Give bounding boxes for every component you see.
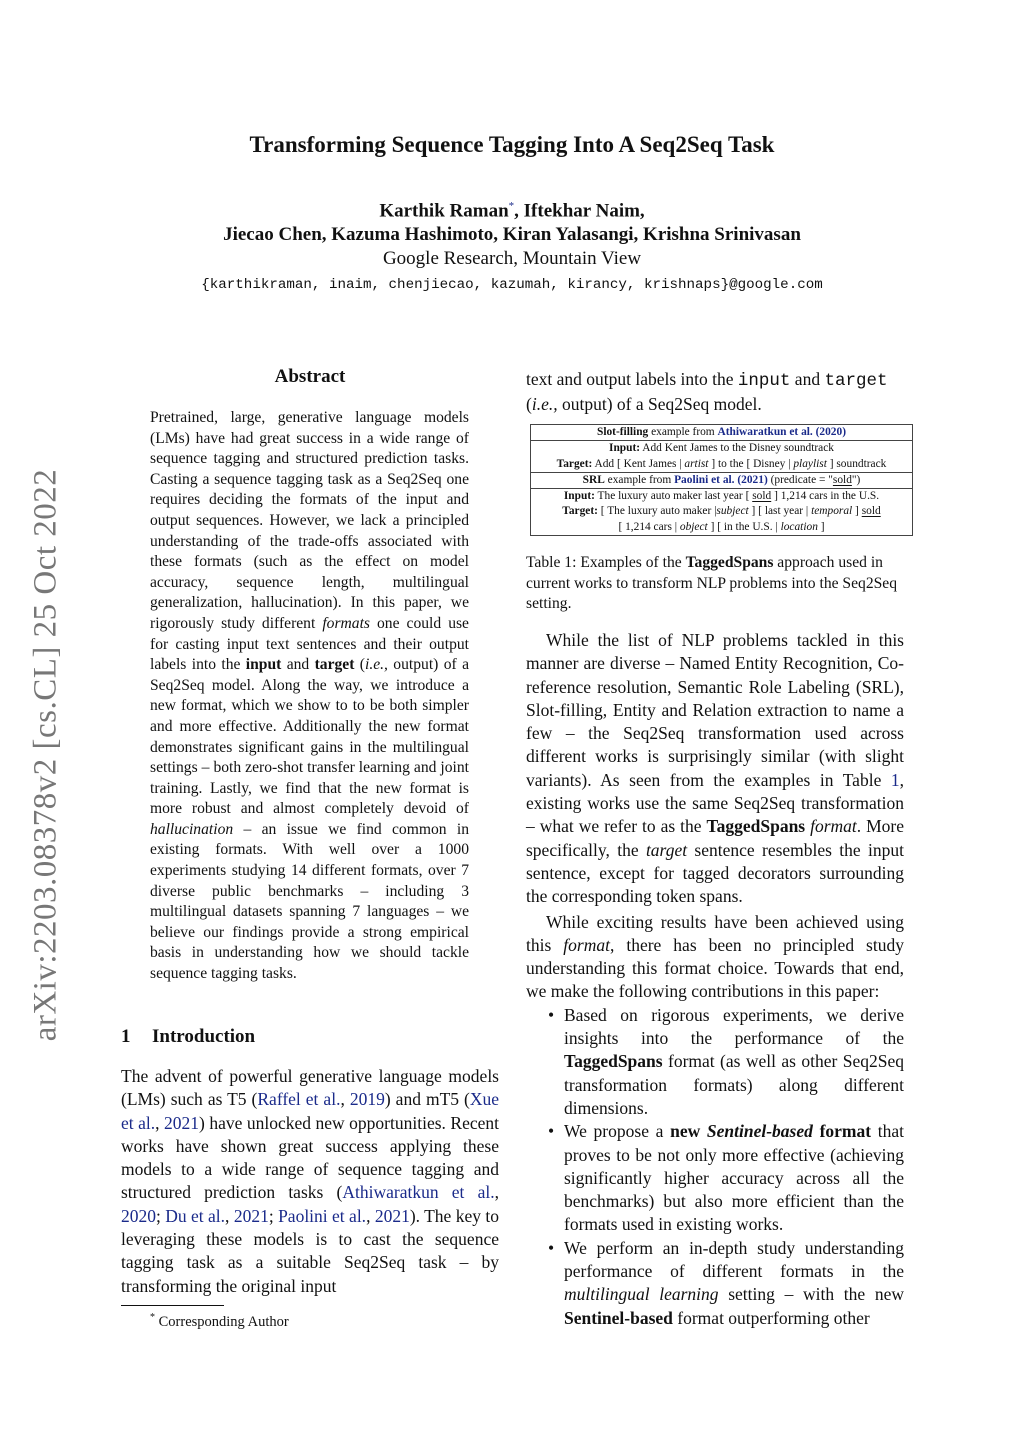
paragraph: While the list of NLP problems tackled in this manner are diverse – Named Entity Recognition, Co-reference resolution, Semantic Role Labeling (SRL), Slot-filling, Entity and Relation extraction to name a few – the Seq2Seq transformation used across different works is surprisingly similar (with slight variants). As seen from the examples in Table 1, existing works use the same Seq2Seq transformation – what we refer to as the TaggedSpans format. More specifically, the target sentence resembles the input sentence, except for tagged decorators surrounding the corresponding token spans. [526, 630, 905, 907]
intro-paragraph: The advent of powerful generative language models (LMs) such as T5 (Raffel et al., 2019) and mT5 (Xue et al., 2021) have unlocked new opportunities. Recent works have shown great success applying these models to a wide range of sequence tagging and structured prediction tasks (Athiwaratkun et al., 2020; Du et al., 2021; Paolini et al., 2021). The key to leveraging these models is to cast the sequence tagging task as a suitable Seq2Seq task – by transforming the original input [121, 1066, 500, 1296]
affiliation: Google Research, Mountain View [382, 248, 642, 269]
table-row: Input: The luxury auto maker last year [ sold ] 1,214 cars in the U.S. [531, 488, 912, 504]
author-line-2: Jiecao Chen, Kazuma Hashimoto, Kiran Yalasangi, Krishna Srinivasan [223, 224, 801, 245]
footnote-marker[interactable]: * [508, 200, 515, 212]
citation-link[interactable]: 2021 [164, 1112, 200, 1133]
table-row: SRL example from Paolini et al. (2021) (predicate = "sold") [531, 472, 912, 488]
body-text [526, 629, 904, 1330]
table-row: Slot-filling example from Athiwaratkun et al. (2020) [596, 426, 846, 438]
citation-link[interactable]: Paolini et al. [278, 1205, 367, 1226]
arxiv-identifier: arXiv:2203.08378v2 [cs.CL] 25 Oct 2022 [27, 468, 64, 1042]
citation-link[interactable]: Xue et al. [121, 1089, 500, 1133]
abstract-heading: Abstract [274, 366, 346, 387]
list-item: • We perform an in-depth study understanding performance of different formats in the multilingual learning setting – with the new Sentinel-based format outperforming other [548, 1237, 904, 1328]
footnote: * Corresponding Author [150, 1312, 289, 1330]
table-row: [ 1,214 cars | object ] [ in the U.S. | location ] [618, 520, 825, 533]
author-line-1 [0, 200, 1024, 222]
paper-title: Transforming Sequence Tagging Into A Seq2Seq Task [249, 132, 775, 157]
table-row: Target: Add [ Kent James | artist ] to the [ Disney | playlist ] soundtrack [556, 457, 887, 470]
author-name: Karthik Raman [379, 200, 509, 222]
table-row: Target: [ The luxury auto maker |subject ] [ last year | temporal ] sold [562, 505, 881, 518]
arxiv-sidebar-stamp [26, 455, 66, 1055]
citation-link[interactable]: 2021 [233, 1205, 269, 1226]
citation-link[interactable]: Paolini et al. (2021) [674, 473, 768, 486]
citation-link[interactable]: 2019 [349, 1089, 385, 1110]
author-emails: {karthikraman, inaim, chenjiecao, kazumah, kirancy, krishnaps}@google.com [201, 277, 823, 293]
table-caption: Table 1: Examples of the TaggedSpans approach used in current works to transform NLP problems into the Seq2Seq setting. [526, 554, 898, 613]
abstract-body: Pretrained, large, generative language models (LMs) have had great success in a wide range of sequence tagging and structured prediction tasks. Casting a sequence tagging task as a Seq2Seq one requires deciding the formats of the input and output sequences. However, we lack a principled understanding of the trade-offs associated with these formats (such as the effect on model accuracy, sequence length, multilingual generalization, hallucination). In this paper, we rigorously study different formats one could use for casting input text sentences and their output labels into the input and target (i.e., output) of a Seq2Seq model. Along the way, we introduce a new format, which we show to to be both simpler and more effective. Additionally the new format demonstrates significant gains in the multilingual settings – both zero-shot transfer learning and joint training. Lastly, we find that the new format is more robust and almost completely devoid of hallucination – an issue we find common in existing formats. With well over a 1000 experiments studying 14 different formats, over 7 diverse public benchmarks – including 3 multilingual datasets spanning 7 languages – we believe our findings provide a strong empirical basis in understanding how we should tackle sequence tagging tasks. [150, 409, 469, 983]
citation-link[interactable]: 2021 [374, 1205, 410, 1226]
citation-link[interactable]: Athiwaratkun et al. [342, 1182, 495, 1203]
contributions-list [526, 1004, 904, 1330]
author-name: , Iftekhar Naim, [514, 200, 645, 222]
list-item: • Based on rigorous experiments, we derive insights into the performance of the TaggedSpans format (as well as other Seq2Seq transformation formats) along different dimensions. [548, 1004, 904, 1118]
table-row: Input: Add Kent James to the Disney soundtrack [531, 440, 912, 456]
table-reference-link[interactable]: 1 [890, 769, 900, 790]
right-column-continuation: text and output labels into the input and target (i.e., output) of a Seq2Seq model. [526, 369, 888, 415]
citation-link[interactable]: Athiwaratkun et al. (2020) [717, 426, 846, 438]
examples-table [530, 424, 913, 536]
section-heading-introduction: 1 Introduction [121, 1026, 256, 1047]
paragraph: While exciting results have been achieved using this format, there has been no principled study understanding this format choice. Towards that end, we make the following contributions in this paper: [526, 911, 904, 1002]
footnote-divider [121, 1305, 224, 1306]
citation-link[interactable]: 2020 [121, 1205, 156, 1226]
citation-link[interactable]: Raffel et al. [257, 1089, 341, 1110]
citation-link[interactable]: Du et al. [165, 1205, 226, 1226]
list-item: • We propose a new Sentinel-based format that proves to be not only more effective (achieving significantly higher accuracy across all the benchmarks) but also more efficient than the formats used in existing works. [548, 1121, 904, 1235]
